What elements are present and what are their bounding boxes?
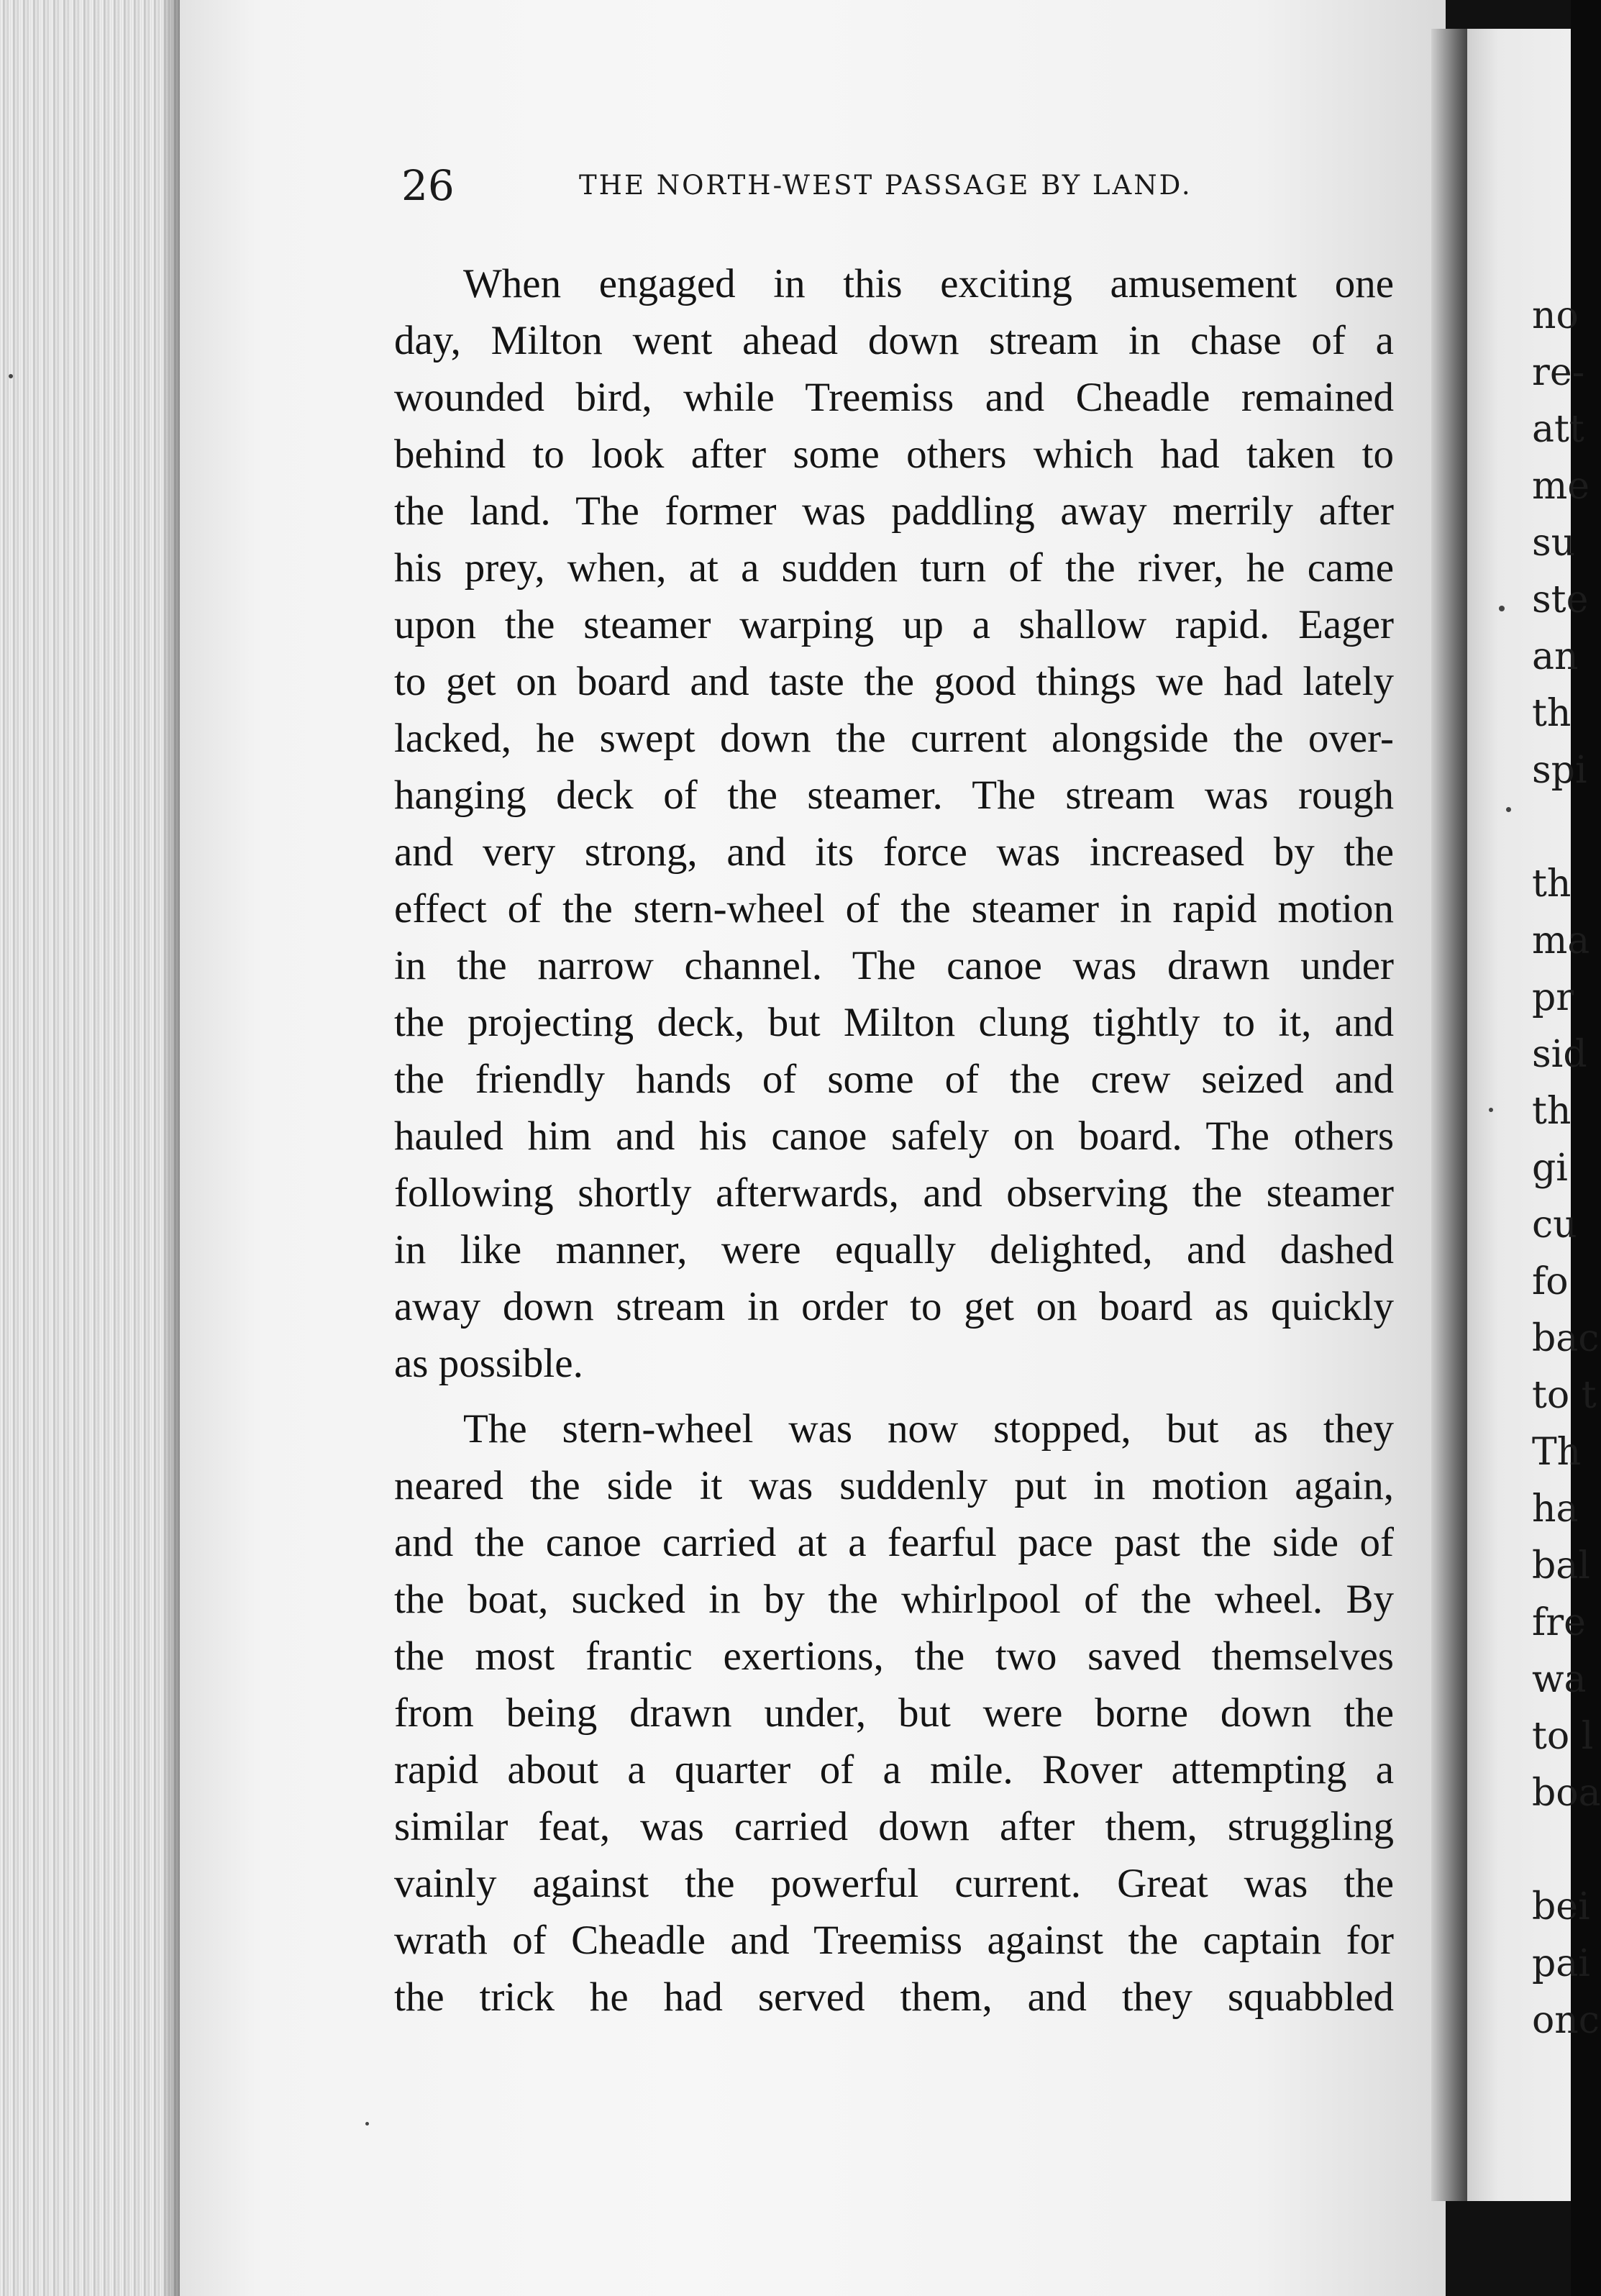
text-line: to get on board and taste the good things we had lately xyxy=(394,659,1394,704)
facing-page xyxy=(1467,29,1601,2201)
facing-page-fragment: spi xyxy=(1532,749,1587,792)
facing-page-fragment: an xyxy=(1532,635,1579,678)
facing-page-fragment: to t xyxy=(1532,1374,1597,1417)
facing-page-fragment: att xyxy=(1532,408,1584,451)
facing-page-fragment: ma xyxy=(1532,919,1590,962)
text-line: hanging deck of the steamer. The stream was rough xyxy=(394,773,1394,818)
facing-page-fragment: bei xyxy=(1532,1885,1590,1928)
facing-page-fragment: wa xyxy=(1532,1658,1587,1701)
stacked-page-edges xyxy=(0,0,180,2296)
facing-page-fragment: bac xyxy=(1532,1317,1600,1360)
text-line: similar feat, was carried down after them, struggling xyxy=(394,1804,1394,1849)
facing-page-fragment: to l xyxy=(1532,1715,1594,1758)
text-line: in like manner, were equally delighted, and dashed xyxy=(394,1227,1394,1272)
text-line: as possible. xyxy=(394,1341,583,1386)
text-line: effect of the stern-wheel of the steamer in rapid motion xyxy=(394,886,1394,931)
facing-page-fragment: me xyxy=(1532,465,1590,508)
facing-page-fragment: su xyxy=(1532,521,1576,565)
dust-speck xyxy=(365,2122,369,2126)
facing-page-gap xyxy=(1532,1822,1601,1879)
text-line: lacked, he swept down the current alongside the over- xyxy=(394,716,1394,761)
text-line: vainly against the powerful current. Great was the xyxy=(394,1861,1394,1906)
text-line: the boat, sucked in by the whirlpool of the wheel. By xyxy=(394,1577,1394,1622)
dust-speck xyxy=(1506,807,1511,812)
text-line: upon the steamer warping up a shallow rapid. Eager xyxy=(394,602,1394,647)
facing-page-gap xyxy=(1532,799,1601,856)
text-line: the friendly hands of some of the crew seized and xyxy=(394,1057,1394,1102)
facing-page-fragment: ha xyxy=(1532,1488,1579,1531)
page-number: 26 xyxy=(401,161,455,210)
text-line: the projecting deck, but Milton clung tightly to it, and xyxy=(394,1000,1394,1045)
text-line: away down stream in order to get on board as quickly xyxy=(394,1284,1394,1329)
facing-page-fragment: ste xyxy=(1532,578,1589,621)
text-line: the trick he had served them, and they squabbled xyxy=(394,1974,1394,2020)
text-line: wrath of Cheadle and Treemiss against the captain for xyxy=(394,1918,1394,1963)
facing-page-fragment: re- xyxy=(1532,351,1585,394)
text-line: day, Milton went ahead down stream in chase of a xyxy=(394,318,1394,363)
facing-page-fragment: Th xyxy=(1532,1431,1582,1474)
paragraph-gap xyxy=(394,1392,1394,1400)
paragraph-2 xyxy=(394,1400,1394,2026)
text-line: hauled him and his canoe safely on board. The others xyxy=(394,1113,1394,1159)
dust-speck xyxy=(1499,606,1505,611)
paragraph-1 xyxy=(394,255,1394,1392)
text-line: in the narrow channel. The canoe was drawn under xyxy=(394,943,1394,988)
facing-page-fragment: fo xyxy=(1532,1260,1569,1303)
facing-page-fragment: th xyxy=(1532,692,1572,735)
facing-page-fragment: no xyxy=(1532,294,1579,337)
facing-page-fragment: pr xyxy=(1532,976,1574,1019)
running-title: THE NORTH-WEST PASSAGE BY LAND. xyxy=(579,170,1192,201)
text-line: from being drawn under, but were borne down the xyxy=(394,1690,1394,1736)
text-line: wounded bird, while Treemiss and Cheadle remained xyxy=(394,375,1394,420)
facing-page-fragment: fre xyxy=(1532,1601,1586,1644)
text-line: and the canoe carried at a fearful pace past the side of xyxy=(394,1520,1394,1565)
text-line: the land. The former was paddling away merrily after xyxy=(394,488,1394,534)
body-text xyxy=(394,255,1394,2026)
running-head xyxy=(401,157,1236,214)
facing-page-fragment: pai xyxy=(1532,1942,1590,1985)
text-line: the most frantic exertions, the two saved themselves xyxy=(394,1634,1394,1679)
facing-page-fragment: cu xyxy=(1532,1203,1577,1247)
facing-page-fragment: gi xyxy=(1532,1147,1568,1190)
facing-page-fragment: th xyxy=(1532,1090,1572,1133)
facing-page-fragment: onc xyxy=(1532,1999,1600,2042)
text-line: following shortly afterwards, and observing the steamer xyxy=(394,1170,1394,1216)
dust-speck xyxy=(1489,1108,1493,1112)
text-line: his prey, when, at a sudden turn of the river, he came xyxy=(394,545,1394,591)
dust-speck xyxy=(9,374,13,378)
facing-page-fragment: boa xyxy=(1532,1772,1601,1815)
facing-page-text xyxy=(1532,288,1601,2049)
facing-page-fragment: th xyxy=(1532,862,1572,906)
text-line: The stern-wheel was now stopped, but as they xyxy=(463,1406,1394,1452)
text-line: behind to look after some others which had taken to xyxy=(394,432,1394,477)
facing-page-fragment: sid xyxy=(1532,1033,1587,1076)
text-line: When engaged in this exciting amusement one xyxy=(463,261,1394,306)
text-line: and very strong, and its force was increased by the xyxy=(394,829,1394,875)
facing-page-fragment: bal xyxy=(1532,1544,1590,1587)
text-line: rapid about a quarter of a mile. Rover attempting a xyxy=(394,1747,1394,1792)
text-line: neared the side it was suddenly put in motion again, xyxy=(394,1463,1394,1508)
